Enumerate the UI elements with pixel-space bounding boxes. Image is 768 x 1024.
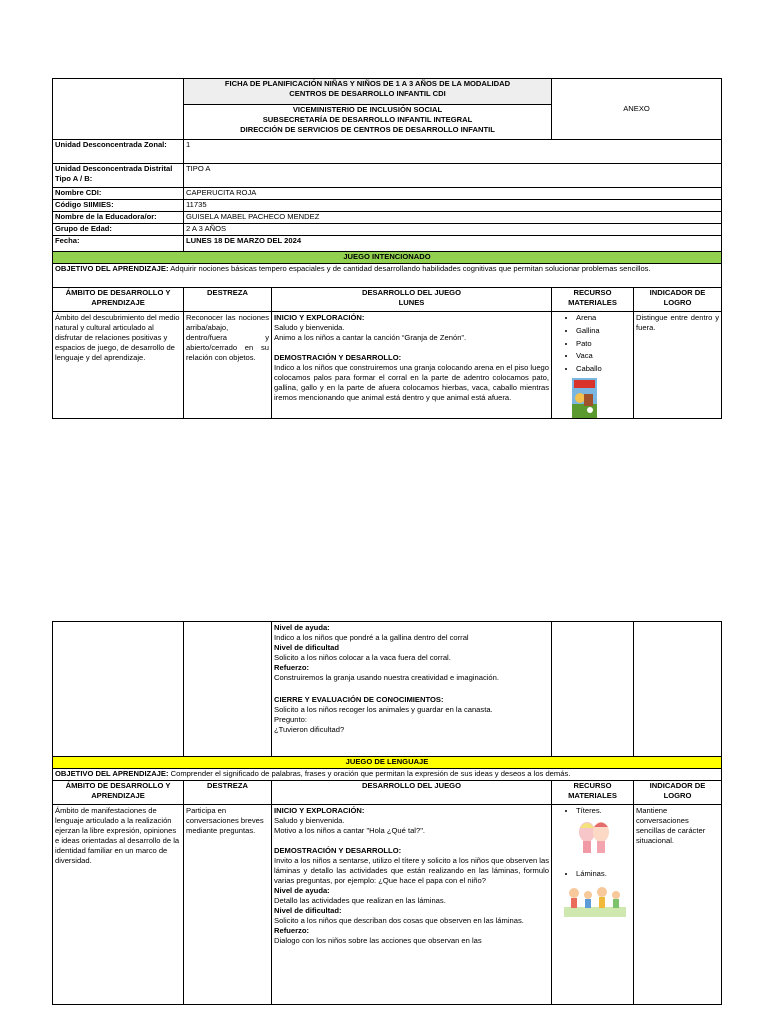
planning-table-page2 bbox=[52, 621, 722, 1005]
materials-cell-1 bbox=[552, 312, 634, 419]
info-label-cdi: Nombre CDI: bbox=[53, 188, 184, 200]
inicio-line-1a: Saludo y bienvenida. bbox=[274, 323, 345, 332]
materials-list-2b bbox=[554, 868, 631, 881]
info-value-grupo: 2 A 3 AÑOS bbox=[184, 224, 722, 236]
refuerzo-text-2: Dialogo con los niños sobre las acciones que observan en las bbox=[274, 936, 482, 945]
objective-label-2: OBJETIVO DEL APRENDIZAJE: bbox=[55, 769, 169, 778]
material-item: • Gallina bbox=[576, 325, 631, 338]
cierre-text-1b: Pregunto: bbox=[274, 715, 307, 724]
col-header-desarrollo-2: DESARROLLO DEL JUEGO bbox=[272, 781, 552, 805]
header-org-line-1: VICEMINISTERIO DE INCLUSIÓN SOCIAL bbox=[292, 105, 443, 114]
header-org-line-2: SUBSECRETARÍA DE DESARROLLO INFANTIL INTEGRAL bbox=[262, 115, 473, 124]
ambito-text-1: Ámbito del descubrimiento del medio natural y cultural articulado al disfrutar de relaciones positivas y espacios de juego, de desarrollo de lenguaje y del aprendizaje. bbox=[53, 312, 184, 419]
materials-cell-2 bbox=[552, 805, 634, 1005]
material-item: • Pato bbox=[576, 338, 631, 351]
anexo-label: ANEXO bbox=[623, 104, 650, 113]
desarrollo-cell-1 bbox=[272, 312, 552, 419]
refuerzo-title-1: Refuerzo: bbox=[274, 663, 310, 672]
ayuda-title-1: Nivel de ayuda: bbox=[274, 623, 330, 632]
continuation-indicador-blank bbox=[634, 622, 722, 757]
continuation-destreza-blank bbox=[184, 622, 272, 757]
ayuda-title-2: Nivel de ayuda: bbox=[274, 886, 330, 895]
info-value-cdi: CAPERUCITA ROJA bbox=[184, 188, 722, 200]
dificultad-title-1: Nivel de dificultad bbox=[274, 643, 339, 652]
inicio-line-2a: Saludo y bienvenida. bbox=[274, 816, 345, 825]
demo-text-2: Invito a los niños a sentarse, utilizo el títere y solicito a los niños que observen las láminas y detallo las actividades que están realizando en las láminas, formulo varias preguntas, por ejemplo: ¿Que hace el papa con el niño? bbox=[274, 856, 549, 885]
header-title-line-2: CENTROS DE DESARROLLO INFANTIL CDI bbox=[289, 89, 446, 98]
col-header-ambito-2: ÁMBITO DE DESARROLLO Y APRENDIZAJE bbox=[53, 781, 184, 805]
col-header-recurso-2: RECURSO MATERIALES bbox=[552, 781, 634, 805]
inicio-title-1: INICIO Y EXPLORACIÓN: bbox=[274, 313, 365, 322]
demo-text-1: Indico a los niños que construiremos una granja colocando arena en el piso luego colocamos palos para formar el corral en la parte de adentro colocamos pato, gallina, gallo y en la parte de afuera colocamos hierbas, vaca, caballo mientras iremos mencionando que animal está dentro y que animal está afuera. bbox=[274, 363, 549, 402]
info-value-educadora: GUISELA MABEL PACHECO MENDEZ bbox=[184, 212, 722, 224]
material-item: • Vaca bbox=[576, 350, 631, 363]
ambito-text-2: Ámbito de manifestaciones de lenguaje articulado a la realización ejerzan la libre expresión, opiniones e ideas orientadas al desarrollo de la identidad familiar en un marco de diversidad. bbox=[53, 805, 184, 1005]
cierre-title-1: CIERRE Y EVALUACIÓN DE CONOCIMIENTOS: bbox=[274, 695, 444, 704]
info-value-fecha: LUNES 18 DE MARZO DEL 2024 bbox=[184, 236, 722, 252]
cierre-text-1c: ¿Tuvieron dificultad? bbox=[274, 725, 345, 734]
ayuda-text-2: Detallo las actividades que realizan en las láminas. bbox=[274, 896, 446, 905]
info-value-distrital: TIPO A bbox=[184, 164, 722, 188]
inicio-line-1b: Animo a los niños a cantar la canción “Granja de Zenón”. bbox=[274, 333, 467, 342]
demo-title-1: DEMOSTRACIÓN Y DESARROLLO: bbox=[274, 353, 402, 362]
puppets-image bbox=[574, 820, 614, 856]
dificultad-text-1: Solicito a los niños colocar a la vaca fuera del corral. bbox=[274, 653, 451, 662]
info-label-siimies: Código SIIMIES: bbox=[53, 200, 184, 212]
col-header-indicador: INDICADOR DE LOGRO bbox=[634, 288, 722, 312]
info-label-fecha: Fecha: bbox=[53, 236, 184, 252]
ayuda-text-1: Indico a los niños que pondré a la gallina dentro del corral bbox=[274, 633, 469, 642]
indicador-text-1: Distingue entre dentro y fuera. bbox=[634, 312, 722, 419]
col-header-desarrollo-day: LUNES bbox=[398, 298, 425, 307]
header-title-line-1: FICHA DE PLANIFICACIÓN NIÑAS Y NIÑOS DE 1 A 3 AÑOS DE LA MODALIDAD bbox=[224, 79, 511, 88]
section-title-juego-intencionado: JUEGO INTENCIONADO bbox=[53, 252, 722, 264]
objective-text-2: Comprender el significado de palabras, frases y oración que permitan la expresión de sus ideas y deseos a los demás. bbox=[168, 769, 571, 778]
col-header-destreza: DESTREZA bbox=[184, 288, 272, 312]
col-header-desarrollo bbox=[272, 288, 552, 312]
dificultad-title-2: Nivel de dificultad: bbox=[274, 906, 342, 915]
objective-text-1: Adquirir nociones básicas tempero espaciales y de cantidad desarrollando habilidades cognitivas que permitan solucionar problemas sencillos. bbox=[168, 264, 651, 273]
info-label-zonal: Unidad Desconcentrada Zonal: bbox=[53, 140, 184, 164]
inicio-line-2b: Motivo a los niños a cantar "Hola ¿Qué tal?". bbox=[274, 826, 426, 835]
material-item: • Arena bbox=[576, 312, 631, 325]
destreza-text-1: Reconocer las nociones arriba/abajo, dentro/fuera y abierto/cerrado en su relación con objetos. bbox=[184, 312, 272, 419]
demo-title-2: DEMOSTRACIÓN Y DESARROLLO: bbox=[274, 846, 402, 855]
planning-table-page1 bbox=[52, 78, 722, 419]
farm-book-image bbox=[572, 378, 597, 418]
dificultad-text-2: Solicito a los niños que describan dos cosas que observen en las láminas. bbox=[274, 916, 524, 925]
col-header-destreza-2: DESTREZA bbox=[184, 781, 272, 805]
cierre-text-1a: Solicito a los niños recoger los animales y guardar en la canasta. bbox=[274, 705, 493, 714]
continuation-desarrollo-cell bbox=[272, 622, 552, 757]
continuation-ambito-blank bbox=[53, 622, 184, 757]
material-item: • Láminas. bbox=[576, 868, 631, 881]
section-title-juego-lenguaje: JUEGO DE LENGUAJE bbox=[53, 757, 722, 769]
info-label-grupo: Grupo de Edad: bbox=[53, 224, 184, 236]
objective-cell-1 bbox=[53, 264, 722, 288]
info-label-educadora: Nombre de la Educadora/or: bbox=[53, 212, 184, 224]
col-header-ambito: ÁMBITO DE DESARROLLO Y APRENDIZAJE bbox=[53, 288, 184, 312]
header-blank-cell bbox=[53, 79, 184, 140]
destreza-text-2: Participa en conversaciones breves mediante preguntas. bbox=[184, 805, 272, 1005]
material-item: • Caballo bbox=[576, 363, 631, 376]
header-title-cell bbox=[184, 79, 552, 105]
objective-cell-2 bbox=[53, 769, 722, 781]
objective-label-1: OBJETIVO DEL APRENDIZAJE: bbox=[55, 264, 169, 273]
materials-list-1 bbox=[554, 312, 631, 376]
header-org-line-3: DIRECCIÓN DE SERVICIOS DE CENTROS DE DESARROLLO INFANTIL bbox=[240, 125, 495, 134]
info-label-distrital: Unidad Desconcentrada Distrital Tipo A / B: bbox=[53, 164, 184, 188]
col-header-recurso: RECURSO MATERIALES bbox=[552, 288, 634, 312]
material-item: • Títeres. bbox=[576, 805, 631, 818]
refuerzo-text-1: Construiremos la granja usando nuestra creatividad e imaginación. bbox=[274, 673, 499, 682]
info-value-zonal: 1 bbox=[184, 140, 722, 164]
continuation-recurso-blank bbox=[552, 622, 634, 757]
family-illustration-image bbox=[564, 883, 626, 917]
refuerzo-title-2: Refuerzo: bbox=[274, 926, 310, 935]
desarrollo-cell-2 bbox=[272, 805, 552, 1005]
materials-list-2a bbox=[554, 805, 631, 818]
col-header-indicador-2: INDICADOR DE LOGRO bbox=[634, 781, 722, 805]
col-header-desarrollo-label: DESARROLLO DEL JUEGO bbox=[361, 288, 461, 297]
info-value-siimies: 11735 bbox=[184, 200, 722, 212]
anexo-cell bbox=[552, 79, 722, 140]
indicador-text-2: Mantiene conversaciones sencillas de carácter situacional. bbox=[634, 805, 722, 1005]
inicio-title-2: INICIO Y EXPLORACIÓN: bbox=[274, 806, 365, 815]
header-org-cell bbox=[184, 105, 552, 140]
